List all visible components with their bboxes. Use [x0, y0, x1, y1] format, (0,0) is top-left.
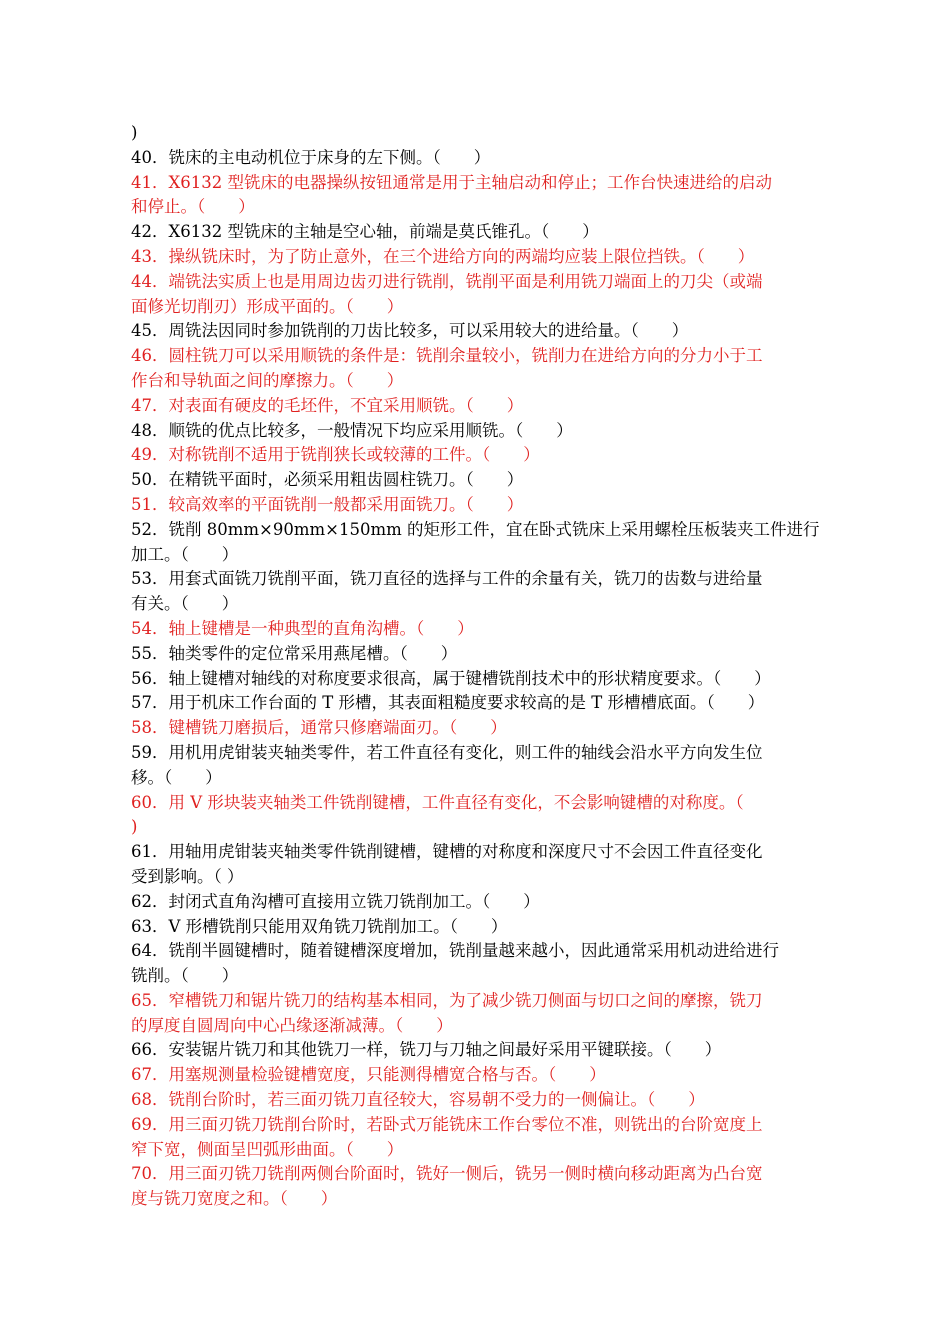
question-line: 作台和导轨面之间的摩擦力。（ ） [131, 370, 404, 390]
document-body [131, 121, 851, 1212]
question-line: 63．V 形槽铣削只能用双角铣刀铣削加工。（ ） [131, 916, 508, 936]
question-line: 和停止。（ ） [131, 197, 255, 217]
question-line: 48．顺铣的优点比较多，一般情况下均应采用顺铣。（ ） [131, 420, 573, 440]
question-line: 58．键槽铣刀磨损后，通常只修磨端面刃。（ ） [131, 718, 507, 738]
question-line: 44．端铣法实质上也是用周边齿刃进行铣削，铣削平面是利用铣刀端面上的刀尖（或端 [131, 271, 763, 291]
question-line: ) [131, 817, 138, 837]
question-line: 61．用轴用虎钳装夹轴类零件铣削键槽，键槽的对称度和深度尺寸不会因工件直径变化 [131, 842, 763, 862]
question-line: 铣削。（ ） [131, 966, 239, 986]
question-line: 49．对称铣削不适用于铣削狭长或较薄的工件。（ ） [131, 445, 540, 465]
question-line: 43．操纵铣床时，为了防止意外，在三个进给方向的两端均应装上限位挡铁。（ ） [131, 246, 755, 266]
question-line: 70．用三面刃铣刀铣削两侧台阶面时，铣好一侧后，铣另一侧时横向移动距离为凸台宽 [131, 1164, 763, 1184]
question-line: 加工。（ ） [131, 544, 239, 564]
question-line: ) [131, 123, 138, 142]
question-line: 40．铣床的主电动机位于床身的左下侧。（ ） [131, 147, 491, 167]
question-line: 66．安装锯片铣刀和其他铣刀一样，铣刀与刀轴之间最好采用平键联接。（ ） [131, 1040, 722, 1060]
question-line: 68．铣削台阶时，若三面刃铣刀直径较大，容易朝不受力的一侧偏让。（ ） [131, 1090, 705, 1110]
question-line: 60．用 V 形块装夹轴类工件铣削键槽，工件直径有变化，不会影响键槽的对称度。（ [131, 792, 744, 812]
question-line: 的厚度自圆周向中心凸缘逐渐减薄。（ ） [131, 1015, 453, 1035]
question-line: 57．用于机床工作台面的 T 形槽，其表面粗糙度要求较高的是 T 形槽槽底面。（ ） [131, 693, 765, 713]
question-line: 62．封闭式直角沟槽可直接用立铣刀铣削加工。（ ） [131, 891, 540, 911]
question-line: 53．用套式面铣刀铣削平面，铣刀直径的选择与工件的余量有关，铣刀的齿数与进给量 [131, 569, 763, 589]
question-line: 65．窄槽铣刀和锯片铣刀的结构基本相同，为了减少铣刀侧面与切口之间的摩擦，铣刀 [131, 990, 763, 1010]
question-line: 50．在精铣平面时，必须采用粗齿圆柱铣刀。（ ） [131, 470, 524, 490]
question-line: 55．轴类零件的定位常采用燕尾槽。（ ） [131, 643, 458, 663]
question-line: 67．用塞规测量检验键槽宽度，只能测得槽宽合格与否。（ ） [131, 1065, 606, 1085]
question-line: 47．对表面有硬皮的毛坯件，不宜采用顺铣。（ ） [131, 395, 524, 415]
question-line: 面修光切削刃）形成平面的。（ ） [131, 296, 404, 316]
question-line: 59．用机用虎钳装夹轴类零件，若工件直径有变化，则工件的轴线会沿水平方向发生位 [131, 742, 763, 762]
question-line: 度与铣刀宽度之和。（ ） [131, 1189, 338, 1209]
question-line: 41．X6132 型铣床的电器操纵按钮通常是用于主轴启动和停止；工作台快速进给的启动 [131, 172, 772, 192]
question-line: 64．铣削半圆键槽时，随着键槽深度增加，铣削量越来越小，因此通常采用机动进给进行 [131, 941, 779, 961]
question-line: 受到影响。（ ） [131, 866, 244, 886]
question-line: 42．X6132 型铣床的主轴是空心轴，前端是莫氏锥孔。（ ） [131, 222, 599, 242]
question-line: 45．周铣法因同时参加铣削的刀齿比较多，可以采用较大的进给量。（ ） [131, 321, 689, 341]
question-line: 54．轴上键槽是一种典型的直角沟槽。（ ） [131, 618, 474, 638]
question-line: 52．铣削 80mm×90mm×150mm 的矩形工件，宜在卧式铣床上采用螺栓压板装夹工件进行 [131, 519, 820, 539]
question-line: 69．用三面刃铣刀铣削台阶时，若卧式万能铣床工作台零位不准，则铣出的台阶宽度上 [131, 1114, 763, 1134]
question-line: 移。（ ） [131, 767, 222, 787]
question-line: 有关。（ ） [131, 594, 239, 614]
question-line: 46．圆柱铣刀可以采用顺铣的条件是：铣削余量较小，铣削力在进给方向的分力小于工 [131, 346, 763, 366]
question-line: 51．较高效率的平面铣削一般都采用面铣刀。（ ） [131, 494, 524, 514]
question-line: 56．轴上键槽对轴线的对称度要求很高，属于键槽铣削技术中的形状精度要求。（ ） [131, 668, 771, 688]
question-line: 窄下宽，侧面呈凹弧形曲面。（ ） [131, 1139, 404, 1159]
